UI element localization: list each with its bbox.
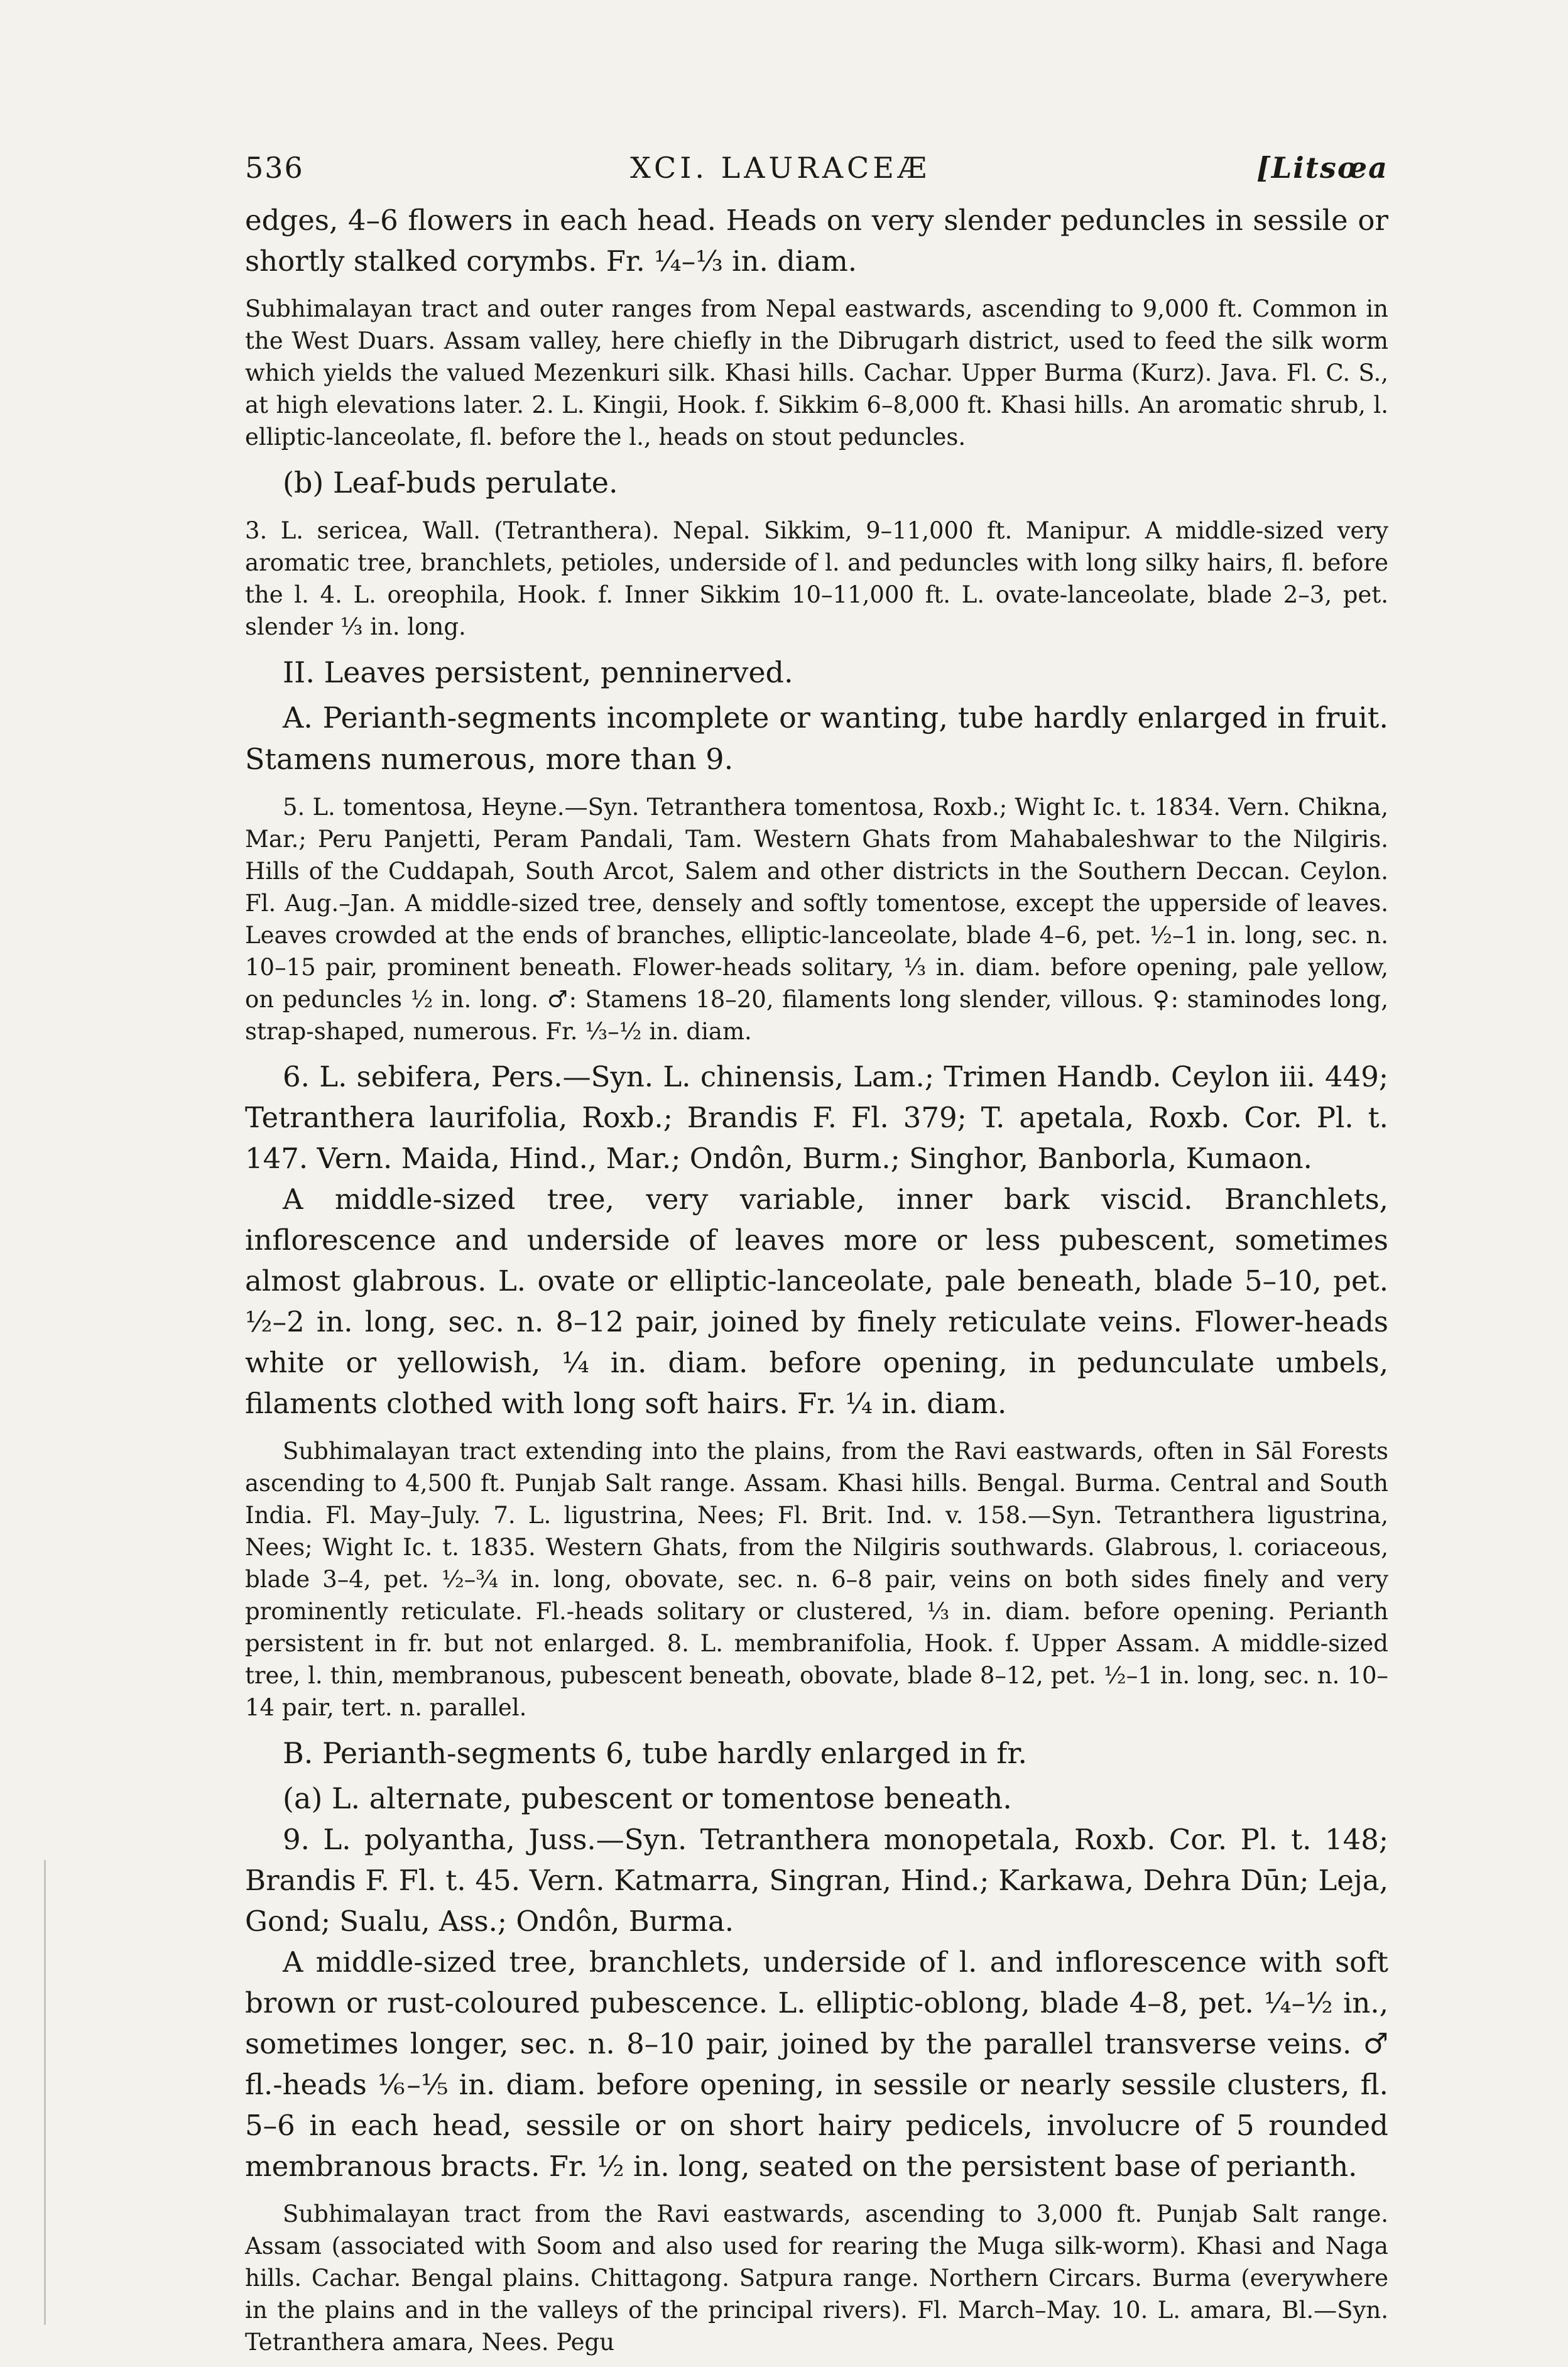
- species-sebifera-distribution: Subhimalayan tract extending into the plains, from the Ravi eastwards, often in Sāl Forests ascending to 4,500 ft. Punjab Salt range. Assam. Khasi hills. Bengal. Burma. Central and South India. Fl. May–July. 7. L. ligustrina, Nees; Fl. Brit. Ind. v. 158.—Syn. Tetranthera ligustrina, Nees; Wight Ic. t. 1835. Western Ghats, from the Nilgiris southwards. Glabrous, l. coriaceous, blade 3–4, pet. ½–¾ in. long, obovate, sec. n. 6–8 pair, veins on both sides finely and very prominently reticulate. Fl.-heads solitary or clustered, ⅓ in. diam. before opening. Perianth persistent in fr. but not enlarged. 8. L. membranifolia, Hook. f. Upper Assam. A middle-sized tree, l. thin, membranous, pubescent beneath, obovate, blade 8–12, pet. ½–1 in. long, sec. n. 10–14 pair, tert. n. parallel.: [245, 1438, 1388, 1721]
- subheading-leaf-buds: (b) Leaf-buds perulate.: [283, 466, 618, 500]
- heading-leaves-persistent: II. Leaves persistent, penninerved.: [283, 655, 793, 689]
- species-note-tomentosa: 5. L. tomentosa, Heyne.—Syn. Tetranthera tomentosa, Roxb.; Wight Ic. t. 1834. Vern. Chikna, Mar.; Peru Panjetti, Peram Pandali, Tam. Western Ghats from Mahabaleshwar to the Nilgiris. Hills of the Cuddapah, South Arcot, Salem and other districts in the Southern Deccan. Ceylon. Fl. Aug.–Jan. A middle-sized tree, densely and softly tomentose, except the upperside of leaves. Leaves crowded at the ends of branches, elliptic-lanceolate, blade 4–6, pet. ½–1 in. long, sec. n. 10–15 pair, prominent beneath. Flower-heads solitary, ⅓ in. diam. before opening, pale yellow, on peduncles ½ in. long. ♂: Stamens 18–20, filaments long slender, villous. ♀: staminodes long, strap-shaped, numerous. Fr. ⅓–½ in. diam.: [245, 794, 1388, 1045]
- species-polyantha-description: A middle-sized tree, branchlets, underside of l. and inflorescence with soft brown or rust-coloured pubescence. L. elliptic-oblong, blade 4–8, pet. ¼–½ in., sometimes longer, sec. n. 8–10 pair, joined by the parallel transverse veins. ♂ fl.-heads ⅙–⅕ in. diam. before opening, in sessile or nearly sessile clusters, fl. 5–6 in each head, sessile or on short hairy pedicels, involucre of 5 rounded membranous bracts. Fr. ½ in. long, seated on the persistent base of perianth.: [245, 1945, 1388, 2183]
- chapter-title: XCI. LAURACEÆ: [630, 151, 930, 185]
- species-sebifera-description: A middle-sized tree, very variable, inner bark viscid. Branchlets, inflorescence and underside of leaves more or less pubescent, sometimes almost glabrous. L. ovate or elliptic-lanceolate, pale beneath, blade 5–10, pet. ½–2 in. long, sec. n. 8–12 pair, joined by finely reticulate veins. Flower-heads white or yellowish, ¼ in. diam. before opening, in pedunculate umbels, filaments clothed with long soft hairs. Fr. ¼ in. diam.: [245, 1183, 1388, 1420]
- species-polyantha-distribution: Subhimalayan tract from the Ravi eastwards, ascending to 3,000 ft. Punjab Salt range. Assam (associated with Soom and also used for rearing the Muga silk-worm). Khasi and Naga hills. Cachar. Bengal plains. Chittagong. Satpura range. Northern Circars. Burma (everywhere in the plains and in the valleys of the principal rivers). Fl. March–May. 10. L. amara, Bl.—Syn. Tetranthera amara, Nees. Pegu: [245, 2200, 1388, 2356]
- species-polyantha-synonyms: 9. L. polyantha, Juss.—Syn. Tetranthera monopetala, Roxb. Cor. Pl. t. 148; Brandis F. Fl. t. 45. Vern. Katmarra, Singran, Hind.; Karkawa, Dehra Dūn; Leja, Gond; Sualu, Ass.; Ondôn, Burma.: [245, 1823, 1388, 1938]
- subheading-leaves-alternate: (a) L. alternate, pubescent or tomentose beneath.: [283, 1781, 1012, 1815]
- heading-perianth-incomplete: A. Perianth-segments incomplete or wanting, tube hardly enlarged in fruit. Stamens numerous, more than 9.: [245, 701, 1388, 776]
- distribution-note: Subhimalayan tract and outer ranges from Nepal eastwards, ascending to 9,000 ft. Common in the West Duars. Assam valley, here chiefly in the Dibrugarh district, used to feed the silk worm which yields the valued Mezenkuri silk. Khasi hills. Cachar. Upper Burma (Kurz). Java. Fl. C. S., at high elevations later. 2. L. Kingii, Hook. f. Sikkim 6–8,000 ft. Khasi hills. An aromatic shrub, l. elliptic-lanceolate, fl. before the l., heads on stout peduncles.: [245, 295, 1388, 451]
- heading-perianth-segments-6: B. Perianth-segments 6, tube hardly enlarged in fr.: [283, 1736, 1027, 1770]
- species-sebifera-synonyms: 6. L. sebifera, Pers.—Syn. L. chinensis, Lam.; Trimen Handb. Ceylon iii. 449; Tetranthera laurifolia, Roxb.; Brandis F. Fl. 379; T. apetala, Roxb. Cor. Pl. t. 147. Vern. Maida, Hind., Mar.; Ondôn, Burm.; Singhor, Banborla, Kumaon.: [245, 1060, 1388, 1175]
- genus-heading: [Litsœa: [1256, 151, 1388, 185]
- page-number: 536: [245, 151, 304, 185]
- book-page: [245, 151, 1388, 2367]
- scan-edge-line: [44, 1860, 46, 2325]
- species-note-sericea: 3. L. sericea, Wall. (Tetranthera). Nepal. Sikkim, 9–11,000 ft. Manipur. A middle-sized very aromatic tree, branchlets, petioles, underside of l. and peduncles with long silky hairs, fl. before the l. 4. L. oreophila, Hook. f. Inner Sikkim 10–11,000 ft. L. ovate-lanceolate, blade 2–3, pet. slender ⅓ in. long.: [245, 517, 1388, 640]
- running-header: [245, 151, 1388, 185]
- text-block: edges, 4–6 flowers in each head. Heads on very slender peduncles in sessile or shortly stalked corymbs. Fr. ¼–⅓ in. diam.: [245, 204, 1388, 278]
